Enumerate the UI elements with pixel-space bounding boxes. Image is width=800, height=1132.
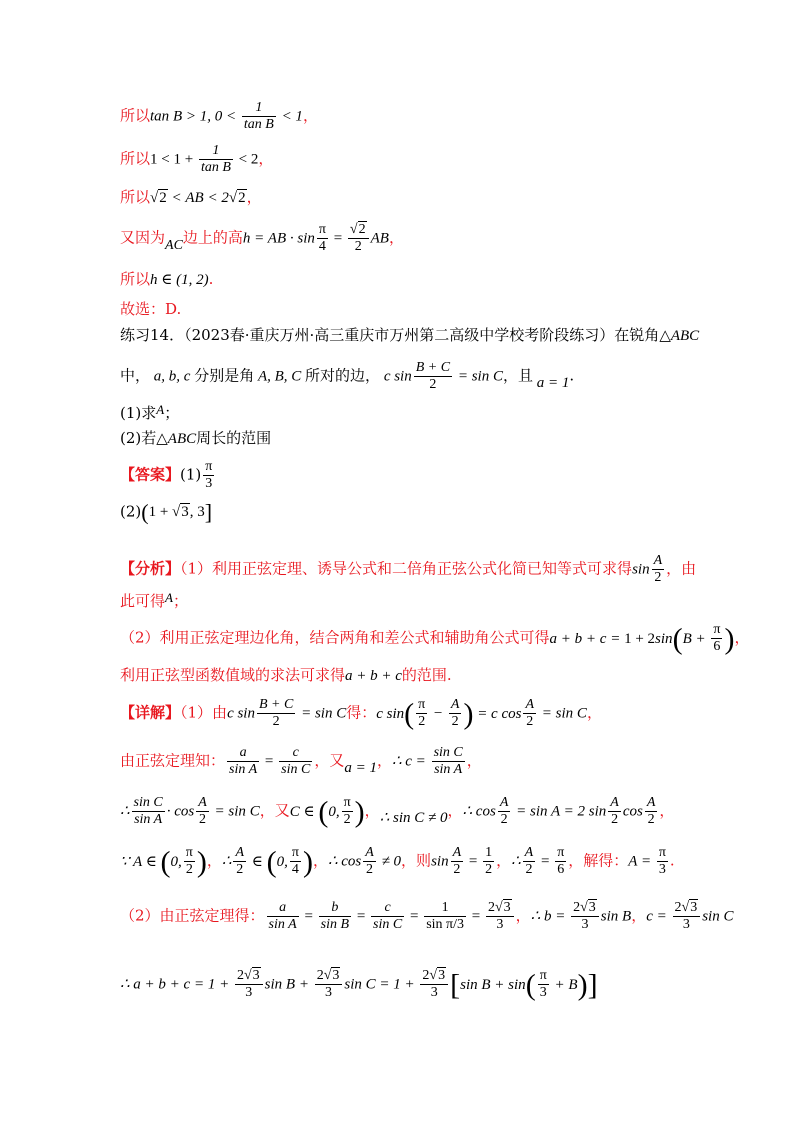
line-range-AB: 所以√2 < AB < 2√2， (120, 188, 262, 206)
detail-1: 【详解】（1）由c sin $\frac{B + C}{2}$ = sin C得：c sin( $\frac{\pi}{2}$ − $\frac{A}{2}$ ) = c cos $\frac{A}{2}$ = sin C， (120, 697, 602, 731)
line-tanB: 所以tan B > 1, 0 < $\frac{1}{\text{tan B}}$ < 1， (120, 100, 318, 133)
line-h-range: 所以h ∈ (1, 2). (120, 270, 214, 288)
detail-2: 由正弦定理知： $\frac{a}{\text{sin A}}$ = $\frac{c}{\text{sin C}}$ ，又a = 1，∴ c = $\frac{\text{sin C}}{\text{sin A}}$ ， (120, 745, 482, 778)
analysis-3: （2）利用正弦定理边化角，结合两角和差公式和辅助角公式可得a + b + c = 1 + 2sin(B + $\frac{\pi}{6}$ )， (120, 622, 750, 656)
exercise-condition: 中， a, b, c 分别是角 A, B, C 所对的边， c sin $\frac{B + C}{2}$ = sin C，且 a = 1. (120, 360, 575, 393)
analysis-1: 【分析】（1）利用正弦定理、诱导公式和二倍角正弦公式化简已知等式可求得sin $\frac{A}{2}$ ，由 (120, 553, 697, 586)
question-2: (2)若△ABC周长的范围 (120, 429, 272, 447)
detail-4: ∵ A ∈ (0, $\frac{\pi}{2}$ )，∴ $\frac{A}{2}$ ∈ (0, $\frac{\pi}{4}$ )，∴ cos $\frac{A}{2}$ ≠ 0，则sin $\frac{A}{2}$ = $\frac{1}{2}$ ，∴ $\frac{A}{2}$ = $\frac{\pi}{6}$ ，解得：A = $\frac{\pi}{3}$ . (120, 845, 675, 879)
exercise-title: 练习14．（2023春·重庆万州·高三重庆市万州第二高级中学校考阶段练习）在锐角△ABC (120, 326, 700, 344)
detail-6: ∴ a + b + c = 1 + $\frac{2√3}{3}$ sin B + $\frac{2√3}{3}$ sin C = 1 + $\frac{2√3}{3}$ [sin B + sin( $\frac{\pi}{3}$ + B)] (120, 968, 598, 1002)
detail-3: ∴ $\frac{\text{sin C}}{\text{sin A}}$ · cos $\frac{A}{2}$ = sin C，又C ∈ (0, $\frac{\pi}{2}$ )，∴ sin C ≠ 0，∴ cos $\frac{A}{2}$ = sin A = 2 sin $\frac{A}{2}$ cos $\frac{A}{2}$ ， (120, 795, 675, 829)
analysis-2: 此可得A； (120, 590, 188, 610)
choice-line: 故选：D. (120, 300, 182, 318)
detail-5: （2）由正弦定理得： $\frac{a}{\text{sin A}}$ = $\frac{b}{\text{sin B}}$ = $\frac{c}{\text{sin C}}$ = $\frac{1}{\text{sin π/3}}$ = $\frac{2√3}{3}$ ，∴ b = $\frac{2√3}{3}$ sin B，c = $\frac{2√3}{3}$ sin C (120, 900, 734, 933)
answer-2: (2)(1 + √3, 3] (120, 500, 213, 525)
question-1: (1)求A； (120, 402, 180, 422)
answer-1: 【答案】(1) $\frac{\pi}{3}$ (120, 459, 213, 492)
line-height: 又因为AC边上的高h = AB · sin $\frac{\pi}{4}$ = $\frac{√2}{2}$ AB， (120, 222, 404, 255)
line-range-1: 所以1 < 1 + $\frac{1}{\text{tan B}}$ < 2， (120, 143, 274, 176)
analysis-4: 利用正弦型函数值域的求法可求得a + b + c的范围. (120, 666, 452, 684)
